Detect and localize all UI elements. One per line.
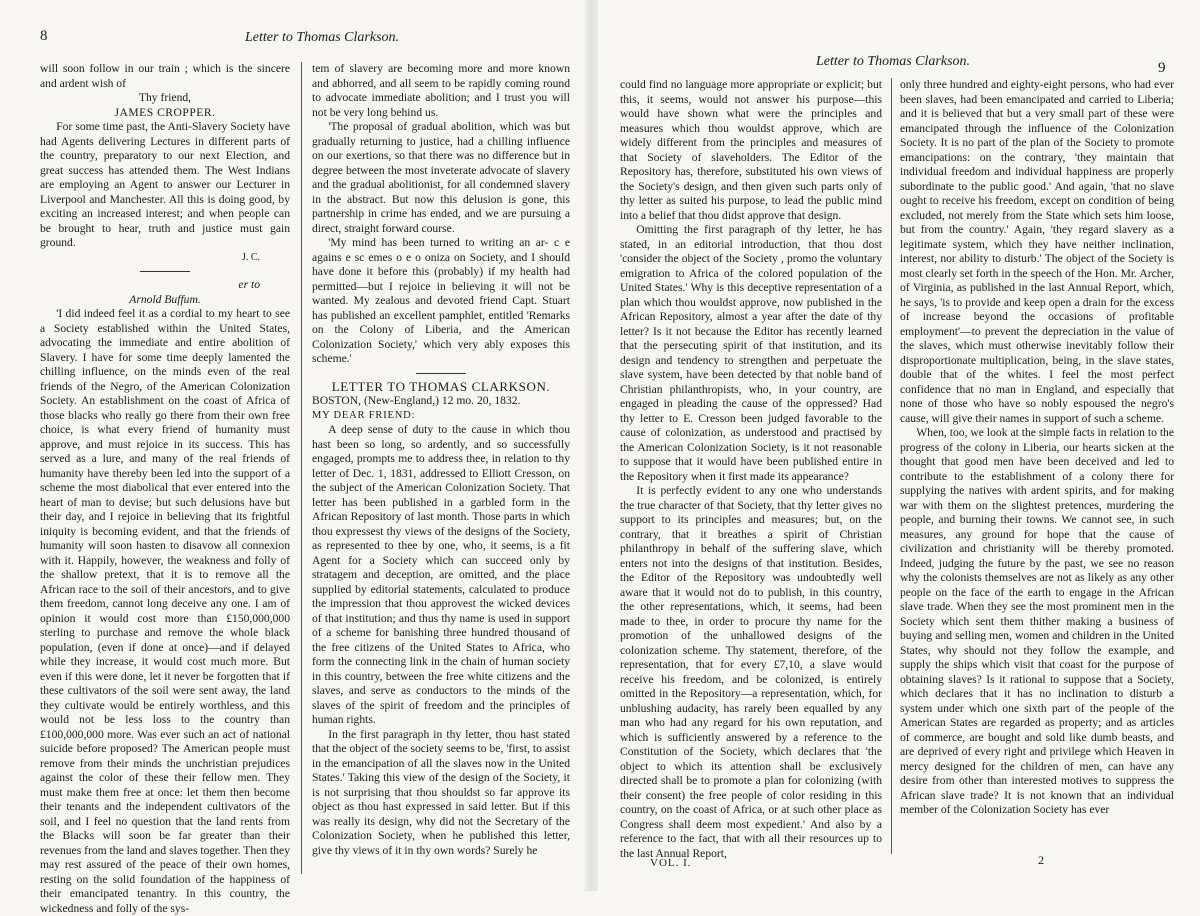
paragraph-closing: will soon follow in our train ; which is the sincere and ardent wish of [40,62,290,90]
paragraph-continued: tem of slavery are becoming more and more known and abhorred, and all seem to be rapidly coming round to advocate immediate abolition; and I trust you will not be very long behind us. [312,62,570,119]
letter-salutation: MY DEAR FRIEND: [312,409,416,421]
valediction: Thy friend, [138,91,192,104]
running-head-left: Letter to Thomas Clarkson. [245,30,400,45]
paragraph-mind-turned: 'My mind has been turned to writing an ar- c e agains e sc emes o e o oniza on Society, and I should have done it before this (probably) if my health had permitted—but I rejoice in believing it will not be wanted. My zealous and devoted friend Capt. Stuart has published an excellent pamphlet, entitled 'Remarks on the Colony of Liberia, and the American Colonization Society,' which very ably exposes this scheme.' [312,236,570,365]
right-page-column-2 [900,78,1174,842]
paragraph-no-language: could find no language more appropriate or explicit; but this, it seems, would not answer his purpose—this would have shown what were the principles and measures which thou wouldst approve, which are widely different from the principles and measures of that Society of slaveholders. The Editor of the Repository has, therefore, substituted his own views of the Society's design, and then given such parts only of thy letter as suited his purpose, to lead the public mind into a belief that thou didst approve that design. [620,78,882,222]
page-number-left: 8 [40,28,48,44]
book-gutter [585,0,598,891]
right-page [598,0,1200,891]
signature-mark: 2 [1038,853,1044,867]
initials: J. C. [241,251,260,263]
paragraph-first-paragraph: In the first paragraph in thy letter, thou hast stated that the object of the society seems to be, 'first, to assist in the emancipation of all the slaves now in the United States.' Taking this view of the design of the Society, it is not surprising that thou shouldst so far approve its object as thou hast expressed in said letter. But if this was really its design, why did not the Secretary of the Colonization Society, when he published this letter, give thy views of it in thy own words? Surely he [312,727,570,857]
right-page-column-1 [620,78,882,860]
paragraph-omitting: Omitting the first paragraph of thy letter, he has stated, in an editorial introduction, that thou dost 'consider the object of the Society , promo the voluntary emigration to Africa of the colored population of the United States.' Why is this deceptive representation of a plan which thou wouldst approve, now published in the African Repository, almost a year after the date of thy letter? Is it not because the Editor has recently learned that the persecuting spirit of that institution, and its design and tendency to strengthen and perpetuate the slave system, have been detected by that noble band of Christian philanthropists, who, in your country, are engaged in pleading the cause of the oppressed? Had thy letter to E. Cresson been judged favorable to the cause of colonization, as understood and practised by the American Colonization Society, is it not reasonable to suppose that it would have been published entire in the Repository when it first made its appearance? [620,223,882,483]
paragraph-gradual-abolition: 'The proposal of gradual abolition, which was but gradually returning to justice, had a chilling influence on our exertions, so that there was no difference but in degree between the most inveterate advocate of slavery and the gradual abolitionist, for all condemned slavery in the abstract. But now this delusion is gone, this partnership in crime has ended, and we are pursuing a direct, straight forward course. [312,120,570,235]
section-divider [140,271,190,272]
signature-james-cropper: JAMES CROPPER. [114,105,216,119]
column-rule-right [891,78,892,854]
letter-divider [416,373,466,374]
letter-title: LETTER TO THOMAS CLARKSON. [331,378,551,394]
column-rule-left [301,62,302,874]
left-page [0,0,585,915]
paragraph-when-too: When, too, we look at the simple facts in relation to the progress of the colony in Liberia, our hearts sicken at the thought that good men have been deceived and led to contribute to the establishment of a colony there for supplying the natives with ardent spirits, and for making war with them on the slightest pretences, murdering the people, and burning their towns. We cannot see, in such measures, any ground for hope that the cause of civilization and christianity will be thereby promoted. Indeed, judging the future by the past, we see no reason why the colonists themselves are not as likely as any other people on the face of the earth to engage in the African slave trade. When they see the most prominent men in the Society which sent them thither making a business of buying and selling men, women and children in the United States, why should not they follow the example, and supply the ships which visit that coast for the purpose of obtaining slaves? Is it rational to suppose that a Society, which declares that it has no inclination to disturb a system under which one sixth part of the people of the American States are regarded as property; and as articles of commerce, are bought and sold like dumb beasts, and are deprived of every right and privilege which Heaven in mercy designed for the children of men, can have any desire from other than interested motives to suppress the African slave trade? It is not known that an individual member of the Colonization Society has ever [900,426,1174,816]
letter-dateline: BOSTON, (New-England,) 12 mo. 20, 1832. [312,394,521,407]
paragraph-deep-sense-of-duty: A deep sense of duty to the cause in which thou hast been so long, so ardently, and so successfully engaged, prompts me to address thee, in relation to thy letter of Dec. 1, 1831, addressed to Elliott Cresson, on the subject of the American Colonization Society. That letter has been published in a garbled form in the African Repository of last month. Those parts in which thou expressest thy views of the designs of the Society, as represented to thee by one, who, it seems, is a fit Agent for a Society which can succeed only by stratagem and deception, are omitted, and the place supplied by editorial statements, calculated to produce the impression that thou approvest the wicked devices of that institution; and thus thy name is used in support of a scheme for banishing three hundred thousand of the free citizens of the United States to Africa, who form the connecting link in the chain of human society in this country, between the free white citizens and the slaves, and serve as conductors to the minds of the slaves of the spirit of freedom and the principles of human rights. [312,423,570,726]
section-heading-fragment: er to [238,278,260,291]
paragraph-cordial: 'I did indeed feel it as a cordial to my heart to see a Society established within the United States, advocating the immediate and entire abolition of Slavery. I have for some time deeply lamented the chilling influence, on the minds even of the real friends of the Negro, of the American Colonization Society. An establishment on the coast of Africa of those blacks who really go there from their own free choice, is what every friend of humanity must approve, and must rejoice in its success. This has served as a lure, and many of the real friends of humanity have thereby been led into the support of a scheme the most diabolical that ever entered into the heart of man to devise; but such delusions have but their day, and I rejoice in believing that its frightful iniquity is becoming evident, and that the friends of humanity will soon hasten to disavow all connexion with it. Happily, however, the weakness and folly of the shallow pretext, that it is to remove all the African race to the soil of their ancestors, and to give them freedom, cannot long deceive any one. I am of opinion it would cost more than £150,000,000 sterling to purchase and remove the whole black population, (even if done at once)—and if delayed while they increase, it would cost much more. But even if this were done, let it never be forgotten that if these cultivators of the soil were sent away, the land they cultivate would be entirely worthless, and this would not be less loss to the country than £100,000,000 more. Was ever such an act of national suicide before proposed? The American people must remove from their minds the unchristian prejudices against the color of these their fellow men. They must make them free at once: let them then become their tenants and the independent cultivators of the soil, and I feel no question that the land rents from the Blacks will soon be far greater than their revenues from the land and slaves together. Then they may rest assured of the peace of their own homes, resting on the solid foundation of the happiness of their emancipated tenantry. In this country, the wickedness and folly of the sys- [40,307,290,915]
left-page-column-1 [40,62,290,915]
paragraph-perfectly-evident: It is perfectly evident to any one who understands the true character of that Society, that thy letter gives no support to its principles and measures; but, on the contrary, that it breathes a spirit of Christian philanthropy in behalf of the suffering slave, which enters not into the designs of that institution. Besides, the Editor of the Repository was undoubtedly well aware that it would not do to publish, in this country, the other representations, which, it seems, had been made to thee, in order to procure thy name for the promotion of the unhallowed designs of the colonization scheme. Thy statement, therefore, of the representation, that for every £7,10, a slave would receive his freedom, and be colonized, is entirely omitted in the Repository—a representation, which, for unblushing audacity, has rarely been equalled by any man who had any regard for his own reputation, and which is sufficiently answered by a reference to the Constitution of the Society, which declares that 'the object to which its attention shall be exclusively directed shall be to promote a plan for colonizing (with their consent) the free people of color residing in this country, on the coast of Africa, or at such other place as Congress shall deem most expedient.' And also by a reference to the fact, that with all their resources up to the last Annual Report, [620,484,882,860]
volume-footer: VOL. I. [650,857,692,869]
running-head-right: Letter to Thomas Clarkson. [816,54,971,69]
left-page-column-2 [312,62,570,874]
paragraph-antislavery: For some time past, the Anti-Slavery Society have had Agents delivering Lectures in different parts of the country, preparatory to our next Election, and great success has attended them. The West Indians are employing an Agent to answer our Lecturer in Liverpool and Manchester. All this is doing good, by exciting an increased interest; and when people can be brought to hear, truth and justice must gain ground. [40,120,290,249]
paragraph-three-hundred: only three hundred and eighty-eight persons, who had ever been slaves, had been emancipated and carried to Liberia; and it is believed that but a very small part of these were emancipated through the influence of the Colonization Society. It is no part of the plan of the Society to promote emancipations: on the contrary, 'they maintain that individual freedom and individual happiness are properly subordinate to the public good.' And again, 'that no slave ought to receive his freedom, except on condition of being excluded, not merely from the State which sets him loose, but from the country.' Again, 'they regard slavery as a legitimate system, which they have neither inclination, interest, nor ability to disturb.' The object of the Society is most clearly set forth in the speech of the Hon. Mr. Archer, of Virginia, as published in the last Annual Report, which, he says, 'is to provide and keep open a drain for the excess of increase beyond the occasions of profitable employment'—to prevent the depreciation in the value of the slaves, which must otherwise inevitably follow their disproportionate multiplication, being, in the slave states, double that of the whites. I feel the most perfect confidence that no man in England, and especially that none of those who have so nobly espoused the negro's cause, will give their names in support of such a scheme. [900,78,1174,425]
page-number-right: 9 [1158,60,1166,76]
section-subheading: Arnold Buffum. [129,292,201,306]
